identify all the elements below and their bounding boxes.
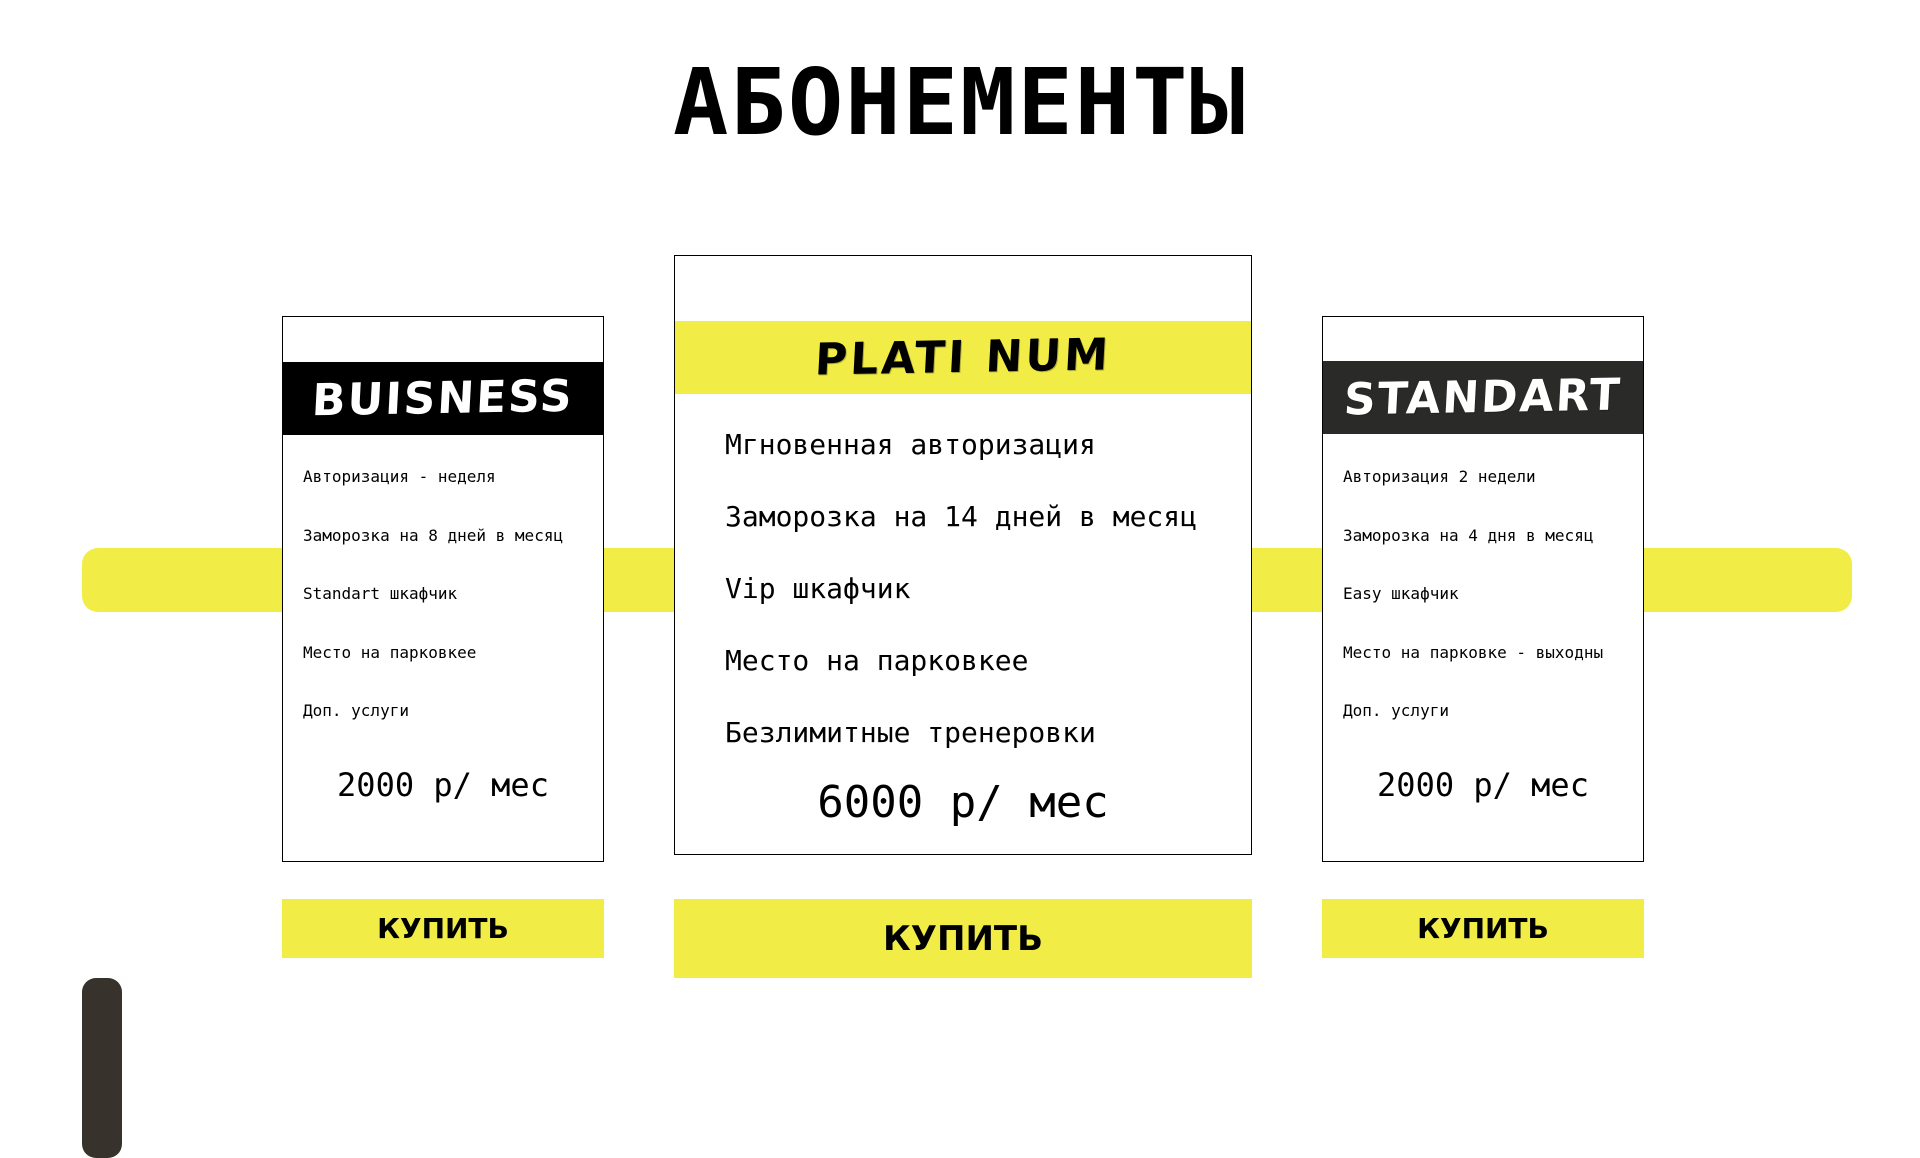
feature-item: Easy шкафчик	[1343, 584, 1459, 603]
feature-item: Место на парковкее	[303, 642, 477, 662]
plan-name-band	[283, 362, 603, 435]
plan-name-band	[675, 321, 1251, 394]
feature-item: Доп. услуги	[303, 701, 409, 720]
feature-item: Место на парковке - выходны	[1343, 642, 1604, 662]
buy-button-standart[interactable]: КУПИТЬ	[1322, 899, 1644, 958]
feature-list	[1343, 467, 1603, 760]
feature-item: Доп. услуги	[1343, 701, 1449, 720]
feature-item: Место на парковкее	[725, 644, 1029, 677]
plan-card-buisness	[282, 316, 604, 862]
feature-item: Standart шкафчик	[303, 584, 458, 603]
plan-price: 6000 р/ мес	[817, 777, 1109, 828]
feature-item: Мгновенная авторизация	[725, 428, 1096, 461]
feature-item: Авторизация - неделя	[303, 467, 496, 486]
buy-button-buisness[interactable]: КУПИТЬ	[282, 899, 604, 958]
feature-item: Безлимитные тренеровки	[725, 716, 1096, 749]
feature-item: Заморозка на 14 дней в месяц	[725, 500, 1198, 533]
plan-price: 2000 р/ мес	[1377, 766, 1589, 804]
page-title: АБОНЕМЕНТЫ	[673, 49, 1247, 156]
plan-card-platinum	[674, 255, 1252, 855]
feature-list	[303, 467, 563, 760]
feature-item: Заморозка на 8 дней в месяц	[303, 525, 564, 545]
feature-list	[725, 428, 1197, 788]
plan-name: PLATI NUM	[813, 329, 1113, 386]
feature-item: Vip шкафчик	[725, 572, 911, 605]
feature-item: Авторизация 2 недели	[1343, 467, 1536, 486]
plan-name: BUISNESS	[310, 370, 576, 427]
buy-button-platinum[interactable]: КУПИТЬ	[674, 899, 1252, 978]
plan-price: 2000 р/ мес	[337, 766, 549, 804]
feature-item: Заморозка на 4 дня в месяц	[1343, 525, 1594, 545]
scrollbar-thumb[interactable]	[82, 978, 122, 1158]
plan-name-band	[1323, 361, 1643, 434]
plan-card-standart	[1322, 316, 1644, 862]
plan-name: STANDART	[1342, 369, 1624, 426]
